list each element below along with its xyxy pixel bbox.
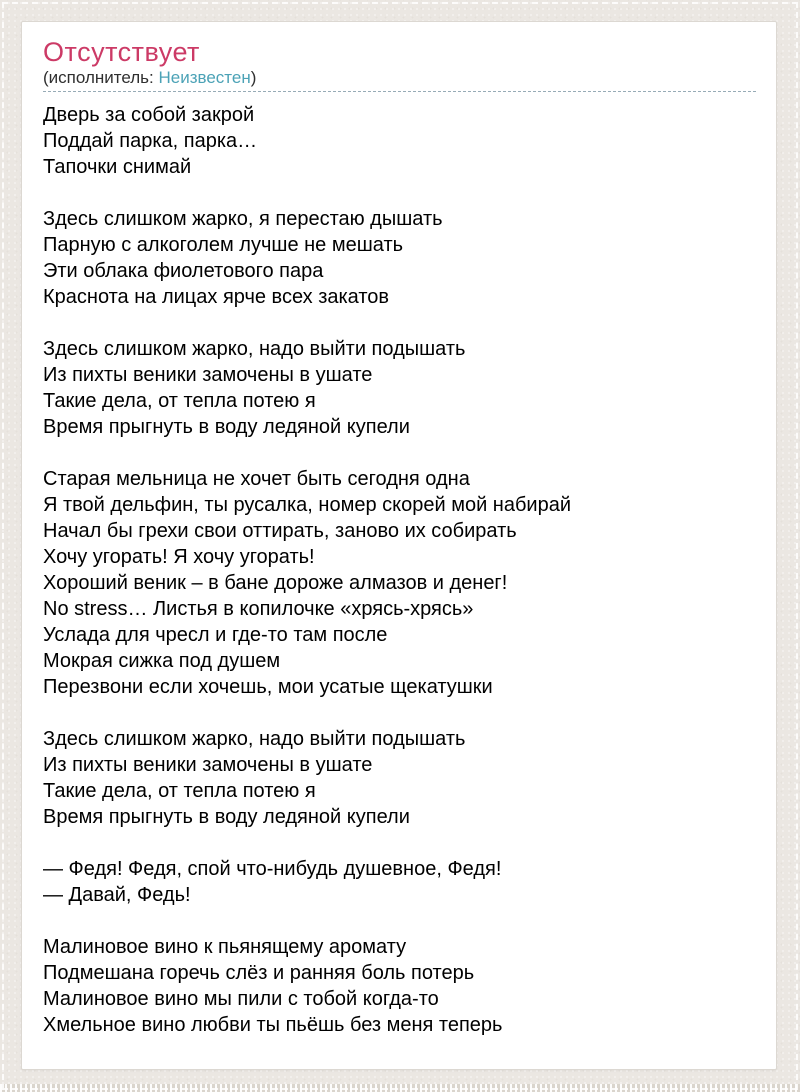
lyric-line: Здесь слишком жарко, я перестаю дышать bbox=[43, 208, 443, 230]
lyrics-text bbox=[22, 102, 776, 1038]
lyric-line: Малиновое вино мы пили с тобой когда-то bbox=[43, 988, 439, 1010]
lyric-line: — Федя! Федя, спой что-нибудь душевное, Федя! bbox=[43, 858, 502, 880]
lyric-line: No stress… Листья в копилочке «хрясь-хрясь» bbox=[43, 598, 474, 620]
lyric-line: Мокрая сижка под душем bbox=[43, 650, 281, 672]
song-title: Отсутствует bbox=[43, 37, 200, 67]
lyric-line: Поддай парка, парка… bbox=[43, 130, 258, 152]
artist-line bbox=[43, 67, 756, 92]
lyric-line: Время прыгнуть в воду ледяной купели bbox=[43, 416, 410, 438]
lyric-line: Из пихты веники замочены в ушате bbox=[43, 754, 373, 776]
lyric-line: Перезвони если хочешь, мои усатые щекатушки bbox=[43, 676, 493, 698]
lyric-blank-line bbox=[43, 908, 756, 934]
lyric-blank-line bbox=[43, 180, 756, 206]
lyric-blank-line bbox=[43, 830, 756, 856]
lyric-line: — Давай, Федь! bbox=[43, 884, 191, 906]
lyric-line: Малиновое вино к пьянящему аромату bbox=[43, 936, 407, 958]
lyric-line: Здесь слишком жарко, надо выйти подышать bbox=[43, 338, 466, 360]
lyric-line: Хмельное вино любви ты пьёшь без меня теперь bbox=[43, 1014, 503, 1036]
artist-link[interactable]: Неизвестен bbox=[158, 68, 251, 87]
lyric-line: Из пихты веники замочены в ушате bbox=[43, 364, 373, 386]
lyric-line: Такие дела, от тепла потею я bbox=[43, 390, 316, 412]
lyric-line: Тапочки снимай bbox=[43, 156, 192, 178]
lyric-blank-line bbox=[43, 440, 756, 466]
artist-label-prefix: (исполнитель: bbox=[43, 68, 159, 87]
lyric-blank-line bbox=[43, 310, 756, 336]
lyric-blank-line bbox=[43, 700, 756, 726]
lyric-line: Дверь за собой закрой bbox=[43, 104, 255, 126]
artist-label-suffix: ) bbox=[250, 68, 257, 87]
bottom-fringe-texture bbox=[0, 1084, 800, 1092]
song-header bbox=[22, 22, 776, 92]
lyric-line: Хочу угорать! Я хочу угорать! bbox=[43, 546, 315, 568]
lyric-line: Хороший веник – в бане дороже алмазов и денег! bbox=[43, 572, 508, 594]
lyric-line: Начал бы грехи свои оттирать, заново их собирать bbox=[43, 520, 517, 542]
lyric-line: Время прыгнуть в воду ледяной купели bbox=[43, 806, 410, 828]
lyric-line: Я твой дельфин, ты русалка, номер скорей мой набирай bbox=[43, 494, 572, 516]
lyric-line: Услада для чресл и где-то там после bbox=[43, 624, 388, 646]
lyric-line: Парную с алкоголем лучше не мешать bbox=[43, 234, 404, 256]
lyric-line: Краснота на лицах ярче всех закатов bbox=[43, 286, 390, 308]
lyric-line: Эти облака фиолетового пара bbox=[43, 260, 324, 282]
lyric-line: Такие дела, от тепла потею я bbox=[43, 780, 316, 802]
lyrics-card bbox=[21, 21, 777, 1070]
lyric-line: Здесь слишком жарко, надо выйти подышать bbox=[43, 728, 466, 750]
lyric-line: Старая мельница не хочет быть сегодня одна bbox=[43, 468, 470, 490]
lyric-line: Подмешана горечь слёз и ранняя боль потерь bbox=[43, 962, 475, 984]
